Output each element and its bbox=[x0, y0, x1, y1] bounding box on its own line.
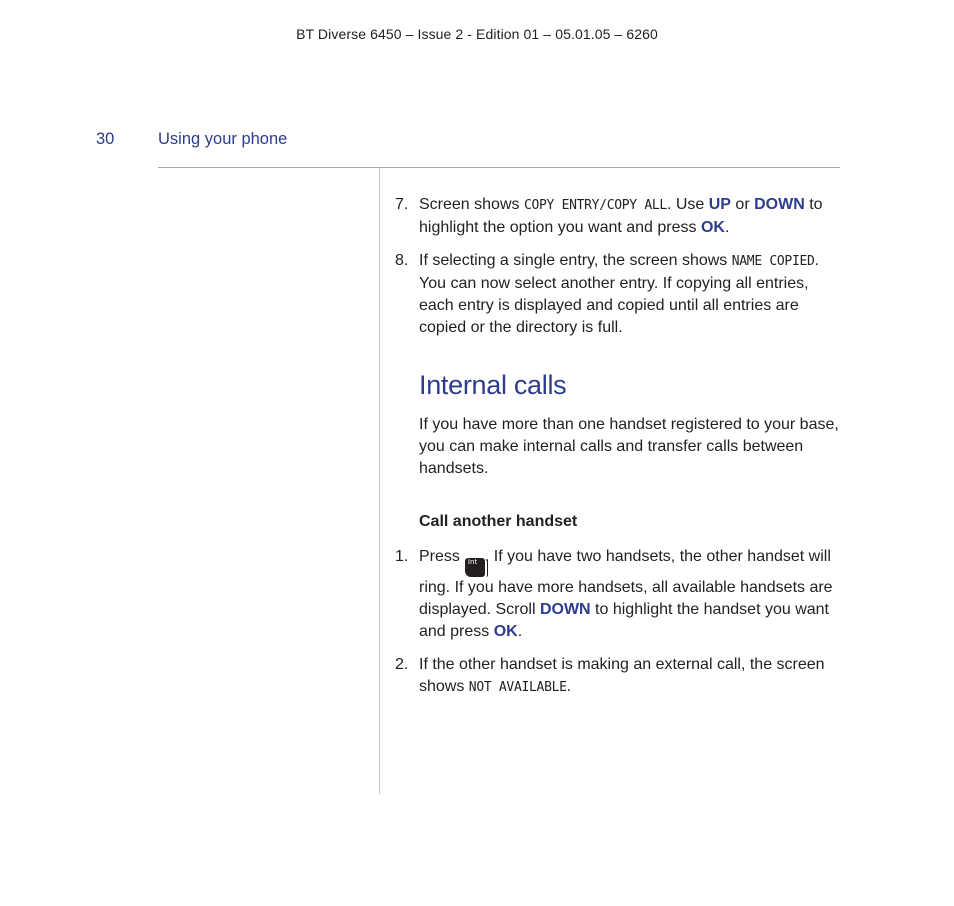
step-text: or bbox=[730, 196, 755, 213]
step-text: . bbox=[724, 219, 730, 236]
lcd-text-not-available: NOT AVAILABLE bbox=[468, 680, 567, 695]
column-divider bbox=[379, 168, 380, 794]
step-7 bbox=[395, 194, 844, 239]
step-text: to highlight the handset you want and press bbox=[419, 601, 829, 640]
internal-calls-intro: If you have more than one handset registered to your base, you can make internal calls and transfer calls between handsets. bbox=[419, 416, 839, 477]
call-another-handset-subheading: Call another handset bbox=[419, 513, 578, 530]
int-key-icon: Int bbox=[465, 558, 485, 577]
key-up: UP bbox=[708, 196, 731, 213]
step-text: Press bbox=[419, 548, 460, 565]
section-title: Using your phone bbox=[158, 130, 288, 148]
page-number: 30 bbox=[96, 130, 115, 148]
key-ok: OK bbox=[493, 623, 518, 640]
header-divider bbox=[158, 167, 840, 168]
step-text: to highlight the option you want and press bbox=[419, 196, 823, 236]
step-text: If the other handset is making an external call, the screen shows bbox=[419, 656, 825, 695]
key-down: DOWN bbox=[754, 196, 805, 213]
step-number: 2. bbox=[395, 656, 409, 673]
steps-copy-list bbox=[395, 194, 844, 339]
step-text: . Use bbox=[666, 196, 709, 213]
step-text: . If you have two handsets, the other handset will ring. If you have more handsets, all available handsets are displayed. Scroll bbox=[419, 548, 833, 618]
step-number: 7. bbox=[395, 196, 409, 213]
step-text: If selecting a single entry, the screen shows bbox=[419, 252, 732, 269]
document-header: BT Diverse 6450 – Issue 2 - Edition 01 – 05.01.05 – 6260 bbox=[296, 26, 658, 42]
step-text: Screen shows bbox=[419, 196, 524, 213]
step-1 bbox=[395, 546, 844, 643]
internal-calls-heading: Internal calls bbox=[419, 370, 567, 400]
step-2 bbox=[395, 654, 844, 699]
step-8 bbox=[395, 250, 844, 339]
step-number: 8. bbox=[395, 252, 409, 269]
step-text: . bbox=[566, 678, 572, 695]
lcd-text-name-copied: NAME COPIED bbox=[731, 254, 815, 269]
key-ok: OK bbox=[700, 219, 725, 236]
step-number: 1. bbox=[395, 548, 409, 565]
step-text: . bbox=[517, 623, 523, 640]
step-text: . You can now select another entry. If copying all entries, each entry is displayed and copied until all entries are copied or the directory is full. bbox=[419, 252, 819, 336]
key-down: DOWN bbox=[539, 601, 591, 618]
lcd-text-copy-entry: COPY ENTRY/COPY ALL bbox=[523, 198, 667, 213]
steps-internal-list bbox=[395, 546, 844, 699]
